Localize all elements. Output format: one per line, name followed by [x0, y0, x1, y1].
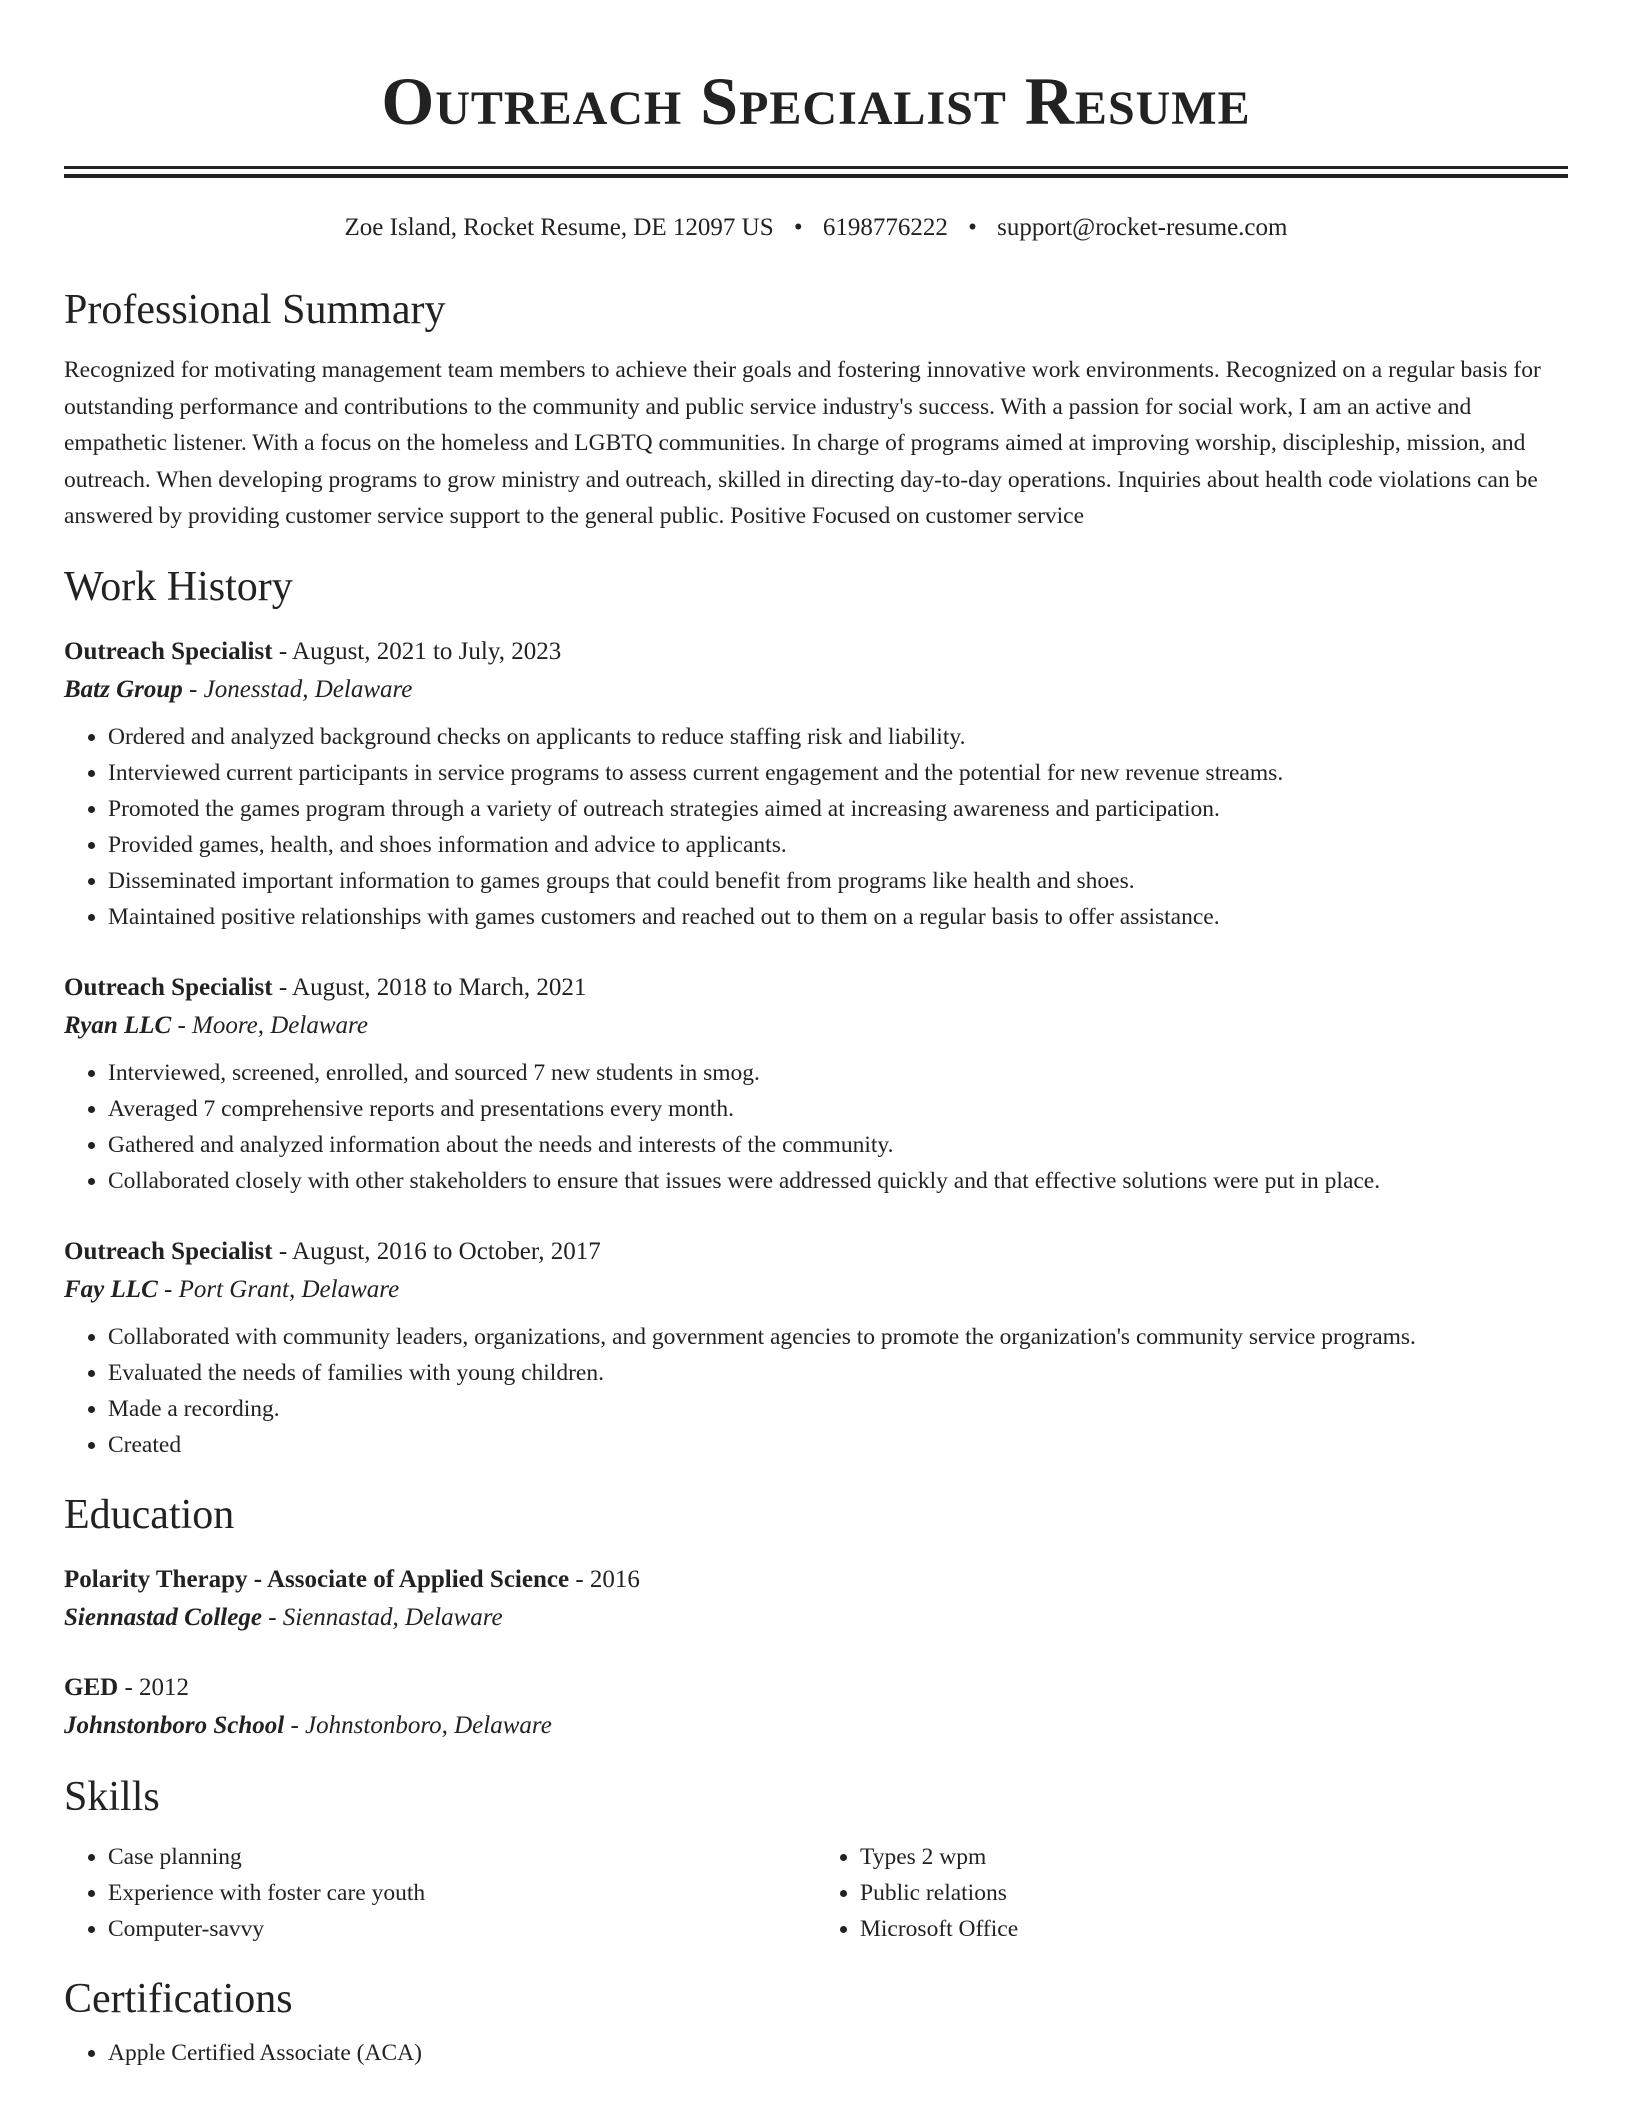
job-location: - Jonesstad, Delaware	[182, 675, 413, 703]
degree-line	[64, 1669, 1568, 1707]
degree-name: Polarity Therapy - Associate of Applied Science	[64, 1565, 570, 1593]
job-company: Fay LLC	[64, 1275, 158, 1303]
school-line	[64, 1707, 1568, 1745]
contact-separator: •	[968, 214, 977, 241]
skills-heading: Skills	[64, 1773, 160, 1820]
school-location: - Johnstonboro, Delaware	[284, 1711, 552, 1739]
summary-text: Recognized for motivating management team members to achieve their goals and fostering innovative work environments. Recognized on a regular basis for outstanding performance and contributions to the community and public service industry's success. With a passion for social work, I am an active and empathetic listener. With a focus on the homeless and LGBTQ communities. In charge of programs aimed at improving worship, discipleship, mission, and outreach. When developing programs to grow ministry and outreach, skilled in directing day-to-day operations. Inquiries about health code violations can be answered by providing customer service support to the general public. Positive Focused on customer service	[64, 357, 1541, 529]
skills-column-right	[816, 1839, 1568, 1947]
list-item: • Ordered and analyzed background checks on applicants to reduce staffing risk and liability.	[108, 719, 1568, 755]
certifications-list	[64, 2035, 1568, 2071]
summary-heading: Professional Summary	[64, 287, 446, 333]
title-divider	[64, 166, 1568, 178]
list-item: • Made a recording.	[108, 1391, 1568, 1427]
job-dates: - August, 2016 to October, 2017	[272, 1237, 601, 1265]
list-item: • Provided games, health, and shoes information and advice to applicants.	[108, 827, 1568, 863]
job-location: - Moore, Delaware	[171, 1011, 368, 1039]
job-title: Outreach Specialist	[64, 973, 273, 1001]
job-company-line	[64, 671, 1568, 709]
job-bullets	[64, 719, 1568, 935]
job-title: Outreach Specialist	[64, 1237, 273, 1265]
contact-phone: 6198776222	[822, 214, 948, 241]
job-company-line	[64, 1007, 1568, 1045]
education-entry	[64, 1561, 1568, 1637]
contact-email: support@rocket-resume.com	[997, 214, 1288, 241]
job-company: Batz Group	[64, 675, 183, 703]
list-item: • Averaged 7 comprehensive reports and presentations every month.	[108, 1091, 1568, 1127]
job-company: Ryan LLC	[64, 1011, 172, 1039]
resume-title: Outreach Specialist Resume	[381, 63, 1251, 139]
job-bullets	[64, 1319, 1568, 1463]
list-item: • Interviewed, screened, enrolled, and sourced 7 new students in smog.	[108, 1055, 1568, 1091]
list-item: • Maintained positive relationships with games customers and reached out to them on a regular basis to offer assistance.	[108, 899, 1568, 935]
certifications-heading: Certifications	[64, 1975, 293, 2022]
education-heading: Education	[64, 1491, 235, 1538]
job-dates: - August, 2018 to March, 2021	[272, 973, 587, 1001]
degree-line	[64, 1561, 1568, 1599]
list-item: • Interviewed current participants in service programs to assess current engagement and the potential for new revenue streams.	[108, 755, 1568, 791]
list-item: • Experience with foster care youth	[108, 1875, 816, 1911]
summary-section	[64, 284, 1568, 535]
list-item: • Microsoft Office	[860, 1911, 1568, 1947]
list-item: • Computer-savvy	[108, 1911, 816, 1947]
job-title-line	[64, 633, 1568, 671]
skills-section	[64, 1771, 1568, 1947]
list-item: • Public relations	[860, 1875, 1568, 1911]
list-item: • Apple Certified Associate (ACA)	[108, 2035, 1568, 2071]
job-entry	[64, 633, 1568, 935]
degree-year: - 2016	[569, 1565, 640, 1593]
degree-year: - 2012	[118, 1673, 190, 1701]
job-bullets	[64, 1055, 1568, 1199]
job-entry	[64, 1233, 1568, 1463]
list-item: • Promoted the games program through a variety of outreach strategies aimed at increasing awareness and participation.	[108, 791, 1568, 827]
contact-separator: •	[793, 214, 803, 241]
resume-page	[64, 0, 1568, 2071]
list-item: • Collaborated with community leaders, organizations, and government agencies to promote the organization's community service programs.	[108, 1319, 1568, 1355]
skills-column-left	[64, 1839, 816, 1947]
contact-address: Zoe Island, Rocket Resume, DE 12097 US	[344, 214, 774, 241]
list-item: • Created	[108, 1427, 1568, 1463]
education-entry	[64, 1669, 1568, 1745]
list-item: • Types 2 wpm	[860, 1839, 1568, 1875]
school-name: Siennastad College	[64, 1603, 262, 1631]
list-item: • Evaluated the needs of families with young children.	[108, 1355, 1568, 1391]
job-entry	[64, 969, 1568, 1199]
job-title-line	[64, 1233, 1568, 1271]
certifications-section	[64, 1973, 1568, 2071]
job-title-line	[64, 969, 1568, 1007]
degree-name: GED	[64, 1673, 119, 1701]
list-item: • Case planning	[108, 1839, 816, 1875]
list-item: • Collaborated closely with other stakeholders to ensure that issues were addressed quickly and that effective solutions were put in place.	[108, 1163, 1568, 1199]
job-company-line	[64, 1271, 1568, 1309]
job-location: - Port Grant, Delaware	[157, 1275, 400, 1303]
school-line	[64, 1599, 1568, 1637]
education-section	[64, 1489, 1568, 1745]
list-item: • Gathered and analyzed information about the needs and interests of the community.	[108, 1127, 1568, 1163]
contact-line	[64, 212, 1568, 244]
job-title: Outreach Specialist	[64, 637, 273, 665]
school-location: - Siennastad, Delaware	[261, 1603, 503, 1631]
job-dates: - August, 2021 to July, 2023	[272, 637, 562, 665]
work-history-section	[64, 561, 1568, 1463]
list-item: • Disseminated important information to games groups that could benefit from programs like health and shoes.	[108, 863, 1568, 899]
work-history-heading: Work History	[64, 563, 293, 610]
skills-grid	[64, 1839, 1568, 1947]
school-name: Johnstonboro School	[64, 1711, 285, 1739]
